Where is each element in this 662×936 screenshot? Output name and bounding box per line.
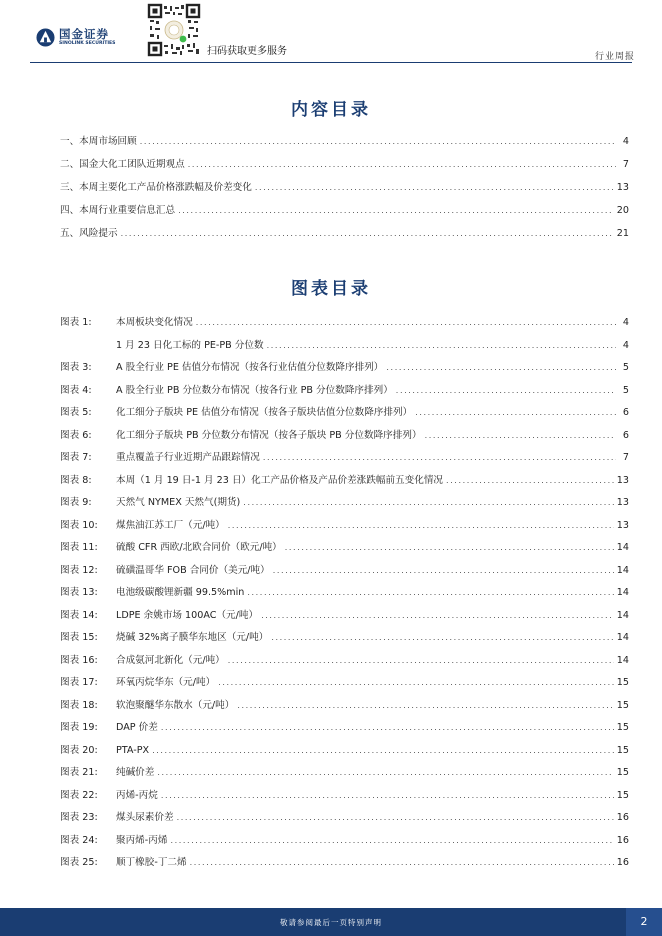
figure-title: 天然气 NYMEX 天然气(期货) (116, 497, 241, 508)
dot-leader (255, 181, 614, 195)
figure-page: 14 (616, 632, 629, 643)
figure-title: 硫酸 CFR 西欧/北欧合同价（欧元/吨） (116, 542, 282, 553)
figure-title: LDPE 余姚市场 100AC（元/吨） (116, 609, 259, 621)
figure-item[interactable] (60, 721, 629, 735)
figure-item[interactable] (60, 474, 629, 488)
figure-number: 图表 6: (60, 429, 92, 441)
figure-item[interactable] (60, 811, 629, 825)
contents-item[interactable] (60, 227, 629, 241)
figure-number: 图表 13: (60, 587, 98, 598)
figure-page: 6 (622, 429, 629, 441)
contents-item-label: 三、本周主要化工产品价格涨跌幅及价差变化 (60, 182, 252, 193)
report-category: 行业周报 (594, 52, 635, 62)
figure-item[interactable] (60, 361, 629, 375)
figure-page: 7 (622, 452, 629, 463)
figure-page: 15 (616, 789, 629, 801)
contents-item[interactable] (60, 204, 629, 218)
figure-number: 图表 14: (60, 609, 98, 621)
contents-item-page: 13 (616, 182, 629, 193)
dot-leader (285, 541, 614, 555)
figure-title: 软泡聚醚华东散水（元/吨） (116, 699, 235, 711)
figure-title: 环氧丙烷华东（元/吨） (116, 677, 216, 688)
dot-leader (196, 316, 616, 330)
dot-leader (396, 384, 616, 398)
logo-english-name: SINOLINK SECURITIES (59, 41, 116, 46)
figure-page: 13 (616, 497, 629, 508)
contents-item-label: 二、国金大化工团队近期观点 (60, 159, 185, 170)
figure-number: 图表 19: (60, 722, 98, 733)
figure-item[interactable] (60, 406, 629, 420)
figure-title: A 股全行业 PE 估值分布情况（按各行业估值分位数降序排列） (116, 362, 384, 373)
figure-title: 硫磺温哥华 FOB 合同价（美元/吨） (116, 564, 270, 576)
figure-page: 4 (622, 317, 629, 328)
figure-item[interactable] (60, 676, 629, 690)
dot-leader (386, 361, 616, 375)
figure-number: 图表 11: (60, 542, 98, 553)
figure-item[interactable] (60, 384, 629, 398)
contents-title: 内容目录 (291, 100, 371, 120)
figure-number: 图表 10: (60, 519, 98, 531)
figure-number: 图表 20: (60, 744, 98, 756)
figure-title: 本周板块变化情况 (116, 317, 193, 328)
figure-number: 图表 5: (60, 407, 92, 418)
figure-page: 15 (616, 722, 629, 733)
figure-page: 15 (616, 677, 629, 688)
dot-leader (152, 744, 614, 758)
contents-item-label: 四、本周行业重要信息汇总 (60, 205, 176, 216)
figure-page: 15 (616, 699, 629, 711)
contents-item-page: 21 (616, 228, 629, 239)
dot-leader (161, 721, 614, 735)
dot-leader (121, 227, 614, 241)
figure-page: 14 (616, 654, 629, 666)
figure-page: 16 (616, 834, 629, 846)
figure-title: 丙烯-丙烷 (116, 789, 158, 801)
figure-title: DAP 价差 (116, 722, 158, 733)
dot-leader (190, 856, 614, 870)
dot-leader (425, 429, 616, 443)
figure-item[interactable] (60, 564, 629, 578)
figure-page: 13 (616, 519, 629, 531)
dot-leader (161, 789, 614, 803)
dot-leader (218, 676, 614, 690)
figure-number: 图表 7: (60, 452, 92, 463)
dot-leader (446, 474, 614, 488)
figure-title: 化工细分子版块 PE 估值分布情况（按各子版块估值分位数降序排列） (116, 407, 413, 418)
figure-item[interactable] (60, 856, 629, 870)
figure-number: 图表 1: (60, 317, 92, 328)
header-divider (30, 62, 632, 63)
contents-item-page: 20 (616, 205, 629, 216)
figure-item[interactable] (60, 339, 629, 353)
figure-page: 4 (622, 339, 629, 351)
figure-item[interactable] (60, 316, 629, 330)
dot-leader (188, 158, 616, 172)
figure-page: 16 (616, 812, 629, 823)
scan-prompt-text: 扫码获取更多服务 (207, 46, 287, 57)
figure-title: A 股全行业 PB 分位数分布情况（按各行业 PB 分位数降序排列） (116, 384, 393, 396)
dot-leader (263, 451, 616, 465)
figure-number: 图表 4: (60, 384, 92, 396)
figure-number: 图表 3: (60, 362, 92, 373)
figure-item[interactable] (60, 609, 629, 623)
dot-leader (267, 339, 616, 353)
figure-page: 16 (616, 857, 629, 868)
figure-item[interactable] (60, 519, 629, 533)
figure-item[interactable] (60, 631, 629, 645)
figure-number: 图表 18: (60, 699, 98, 711)
dot-leader (243, 496, 613, 510)
figure-page: 5 (622, 384, 629, 396)
figure-title: 化工细分子版块 PB 分位数分布情况（按各子版块 PB 分位数降序排列） (116, 429, 422, 441)
dot-leader (140, 135, 616, 149)
figure-page: 13 (616, 474, 629, 486)
figure-title: 煤头尿素价差 (116, 812, 174, 823)
figure-number: 图表 15: (60, 632, 98, 643)
figure-number: 图表 17: (60, 677, 98, 688)
page-footer (0, 908, 662, 936)
figure-number: 图表 25: (60, 857, 98, 868)
contents-item[interactable] (60, 181, 629, 195)
figure-number: 图表 8: (60, 474, 92, 486)
dot-leader (170, 834, 613, 848)
figure-number: 图表 12: (60, 564, 98, 576)
figure-title: 本周（1 月 19 日-1 月 23 日）化工产品价格及产品价差涨跌幅前五变化情况 (116, 474, 444, 486)
figure-item[interactable] (60, 766, 629, 780)
contents-item-label: 一、本周市场回顾 (60, 136, 137, 147)
figure-page: 14 (616, 542, 629, 553)
dot-leader (271, 631, 613, 645)
logo-chinese-name: 国金证券 (59, 27, 109, 41)
figure-title: PTA-PX (116, 744, 150, 756)
figure-item[interactable] (60, 834, 629, 848)
figure-item[interactable] (60, 586, 629, 600)
figure-item[interactable] (60, 541, 629, 555)
figure-item[interactable] (60, 429, 629, 443)
contents-item[interactable] (60, 135, 629, 149)
figure-page: 5 (622, 362, 629, 373)
dot-leader (228, 654, 614, 668)
figure-title: 煤焦油江苏工厂（元/吨） (116, 519, 225, 531)
figure-page: 14 (616, 587, 629, 598)
figure-number: 图表 21: (60, 767, 98, 778)
figure-title: 1 月 23 日化工标的 PE-PB 分位数 (116, 339, 264, 351)
qr-code-icon[interactable] (147, 3, 201, 57)
page-number: 2 (626, 908, 662, 936)
figure-page: 15 (616, 744, 629, 756)
dot-leader (228, 519, 614, 533)
figure-page: 6 (622, 407, 629, 418)
figure-item[interactable] (60, 744, 629, 758)
footer-disclaimer: 敬请参阅最后一页特别声明 (280, 918, 382, 927)
figure-item[interactable] (60, 699, 629, 713)
figure-number: 图表 22: (60, 789, 98, 801)
dot-leader (273, 564, 614, 578)
figure-number: 图表 23: (60, 812, 98, 823)
dot-leader (177, 811, 614, 825)
figure-item[interactable] (60, 496, 629, 510)
figure-item[interactable] (60, 789, 629, 803)
dot-leader (261, 609, 614, 623)
figure-number: 图表 9: (60, 497, 92, 508)
figure-title: 顺丁橡胶-丁二烯 (116, 857, 187, 868)
company-logo (36, 28, 116, 47)
figure-title: 烧碱 32%离子膜华东地区（元/吨） (116, 632, 269, 643)
sinolink-logo-icon (36, 28, 55, 47)
dot-leader (237, 699, 613, 713)
figure-page: 14 (616, 564, 629, 576)
figure-page: 15 (616, 767, 629, 778)
dot-leader (178, 204, 614, 218)
figure-number: 图表 16: (60, 654, 98, 666)
figure-title: 合成氨河北新化（元/吨） (116, 654, 225, 666)
figure-title: 电池级碳酸锂新疆 99.5%min (116, 587, 245, 598)
contents-item-page: 7 (622, 159, 629, 170)
dot-leader (157, 766, 613, 780)
figures-title: 图表目录 (291, 279, 371, 299)
figure-title: 重点覆盖子行业近期产品跟踪情况 (116, 452, 260, 463)
contents-item-page: 4 (622, 136, 629, 147)
dot-leader (415, 406, 616, 420)
contents-item[interactable] (60, 158, 629, 172)
contents-item-label: 五、风险提示 (60, 228, 118, 239)
figure-number: 图表 24: (60, 834, 98, 846)
figure-item[interactable] (60, 654, 629, 668)
figure-title: 纯碱价差 (116, 767, 155, 778)
figure-item[interactable] (60, 451, 629, 465)
dot-leader (247, 586, 613, 600)
figure-title: 聚丙烯-丙烯 (116, 834, 168, 846)
figure-page: 14 (616, 609, 629, 621)
page-header (0, 0, 662, 66)
